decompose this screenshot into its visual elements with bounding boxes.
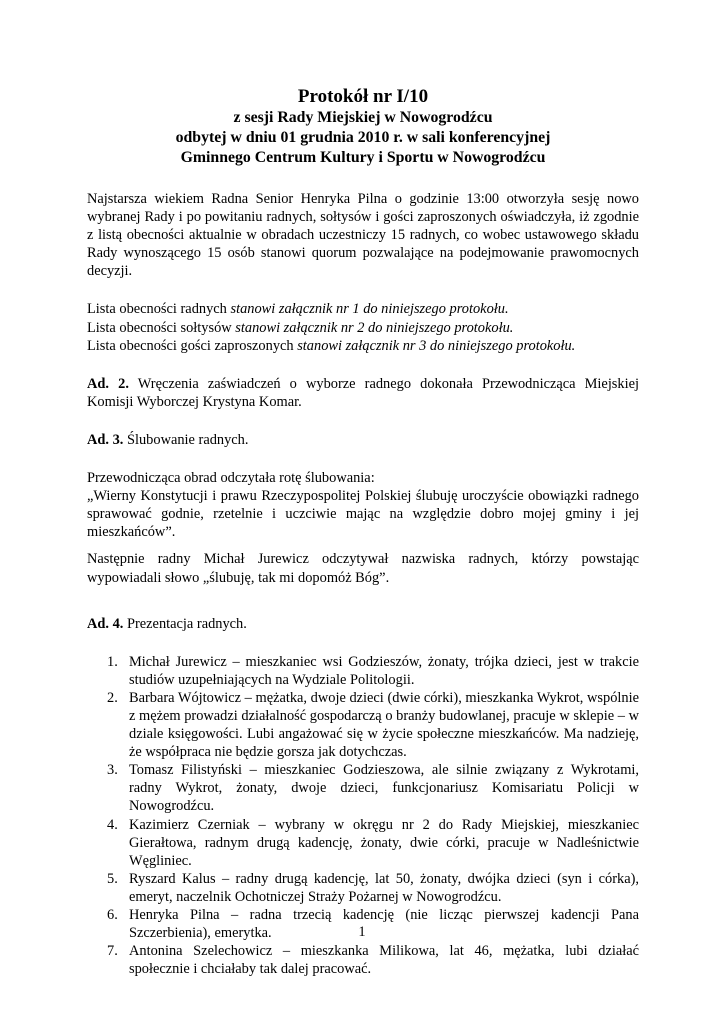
list-item: 2. Barbara Wójtowicz – mężatka, dwoje dzieci (dwie córki), mieszkanka Wykrot, wspólnie z mężem prowadzi działalność gospodarczą o branży budowlanej, pracuje w sklepie – w dziale księgowości. Lubi angażować się w życie społeczne mieszkańców. Ma nadzieję, że współpraca nie będzie gorsza jak dotychczas. [107, 689, 639, 761]
intro-paragraph: Najstarsza wiekiem Radna Senior Henryka Pilna o godzinie 13:00 otworzyła sesję nowo wybranej Rady i po powitaniu radnych, sołtysów i gości zaproszonych oświadczyła, iż zgodnie z listą obecności aktualnie w obradach uczestniczy 15 radnych, co wobec ustawowego składu Rady wynoszącego 15 osób stanowi quorum pozwalające na podejmowanie prawomocnych decyzji. [87, 191, 639, 280]
ad3-label: Ad. 3. [87, 431, 124, 448]
list-item: 7. Antonina Szelechowicz – mieszkanka Milikowa, lat 46, mężatka, lubi działać społecznie i chciałaby tak dalej pracować. [107, 943, 639, 978]
ad3-paragraph: Ad. 3. Ślubowanie radnych. [87, 431, 249, 448]
date-venue-line: odbytej w dniu 01 grudnia 2010 r. w sali konferencyjnej [175, 129, 551, 146]
session-line: z sesji Rady Miejskiej w Nowogrodźcu [233, 109, 493, 126]
oath-intro: Przewodnicząca obrad odczytała rotę ślubowania: [87, 470, 375, 487]
oath-after: Następnie radny Michał Jurewicz odczytywał nazwiska radnych, którzy powstając wypowiadali słowo „ślubuję, tak mi dopomóż Bóg”. [87, 551, 639, 586]
document-page [87, 85, 639, 978]
protocol-header [87, 85, 639, 168]
attendance-village-heads: Lista obecności sołtysów stanowi załącznik nr 2 do niniejszego protokołu. [87, 319, 514, 336]
attendance-guests: Lista obecności gości zaproszonych stanowi załącznik nr 3 do niniejszego protokołu. [87, 337, 576, 354]
list-item: 1. Michał Jurewicz – mieszkaniec wsi Godzieszów, żonaty, trójka dzieci, jest w trakcie studiów uzupełniających na Wydziale Politologii. [107, 653, 639, 688]
protocol-title: Protokół nr I/10 [297, 86, 429, 107]
attendance-lists [87, 300, 639, 354]
list-item: 6. Henryka Pilna – radna trzecią kadencję (nie licząc pierwszej kadencji Pana Szczerbienia), emerytka. [107, 907, 639, 942]
ad4-paragraph: Ad. 4. Prezentacja radnych. [87, 615, 247, 632]
oath-text: „Wierny Konstytucji i prawu Rzeczypospolitej Polskiej ślubuję uroczyście obowiązki radnego sprawować godnie, rzetelnie i uczciwie mając na względzie dobro mojej gminy i jej mieszkańców”. [87, 488, 639, 541]
page-number: 1 [358, 924, 366, 940]
attendance-councillors: Lista obecności radnych stanowi załącznik nr 1 do niniejszego protokołu. [87, 301, 509, 318]
ad4-label: Ad. 4. [87, 615, 124, 632]
list-item: 5. Ryszard Kalus – radny drugą kadencję, lat 50, żonaty, dwójka dzieci (syn i córka), emeryt, naczelnik Ochotniczej Straży Pożarnej w Nowogrodźcu. [107, 870, 639, 905]
list-item: 3. Tomasz Filistyński – mieszkaniec Godzieszowa, ale silnie związany z Wykrotami, radny Wykrot, żonaty, dwoje dzieci, funkcjonariusz Komisariatu Policji w Nowogrodźcu. [107, 762, 639, 815]
list-item: 4. Kazimierz Czerniak – wybrany w okręgu nr 2 do Rady Miejskiej, mieszkaniec Gierałtowa, radnym drugą kadencję, żonaty, dwie córki, pracuje w Nadleśnictwie Węgliniec. [107, 816, 639, 869]
venue-name-line: Gminnego Centrum Kultury i Sportu w Nowogrodźcu [180, 149, 546, 166]
ad2-paragraph: Ad. 2. Wręczenia zaświadczeń o wyborze radnego dokonała Przewodnicząca Miejskiej Komisji Wyborczej Krystyna Komar. [87, 375, 639, 410]
ad2-label: Ad. 2. [87, 375, 129, 392]
